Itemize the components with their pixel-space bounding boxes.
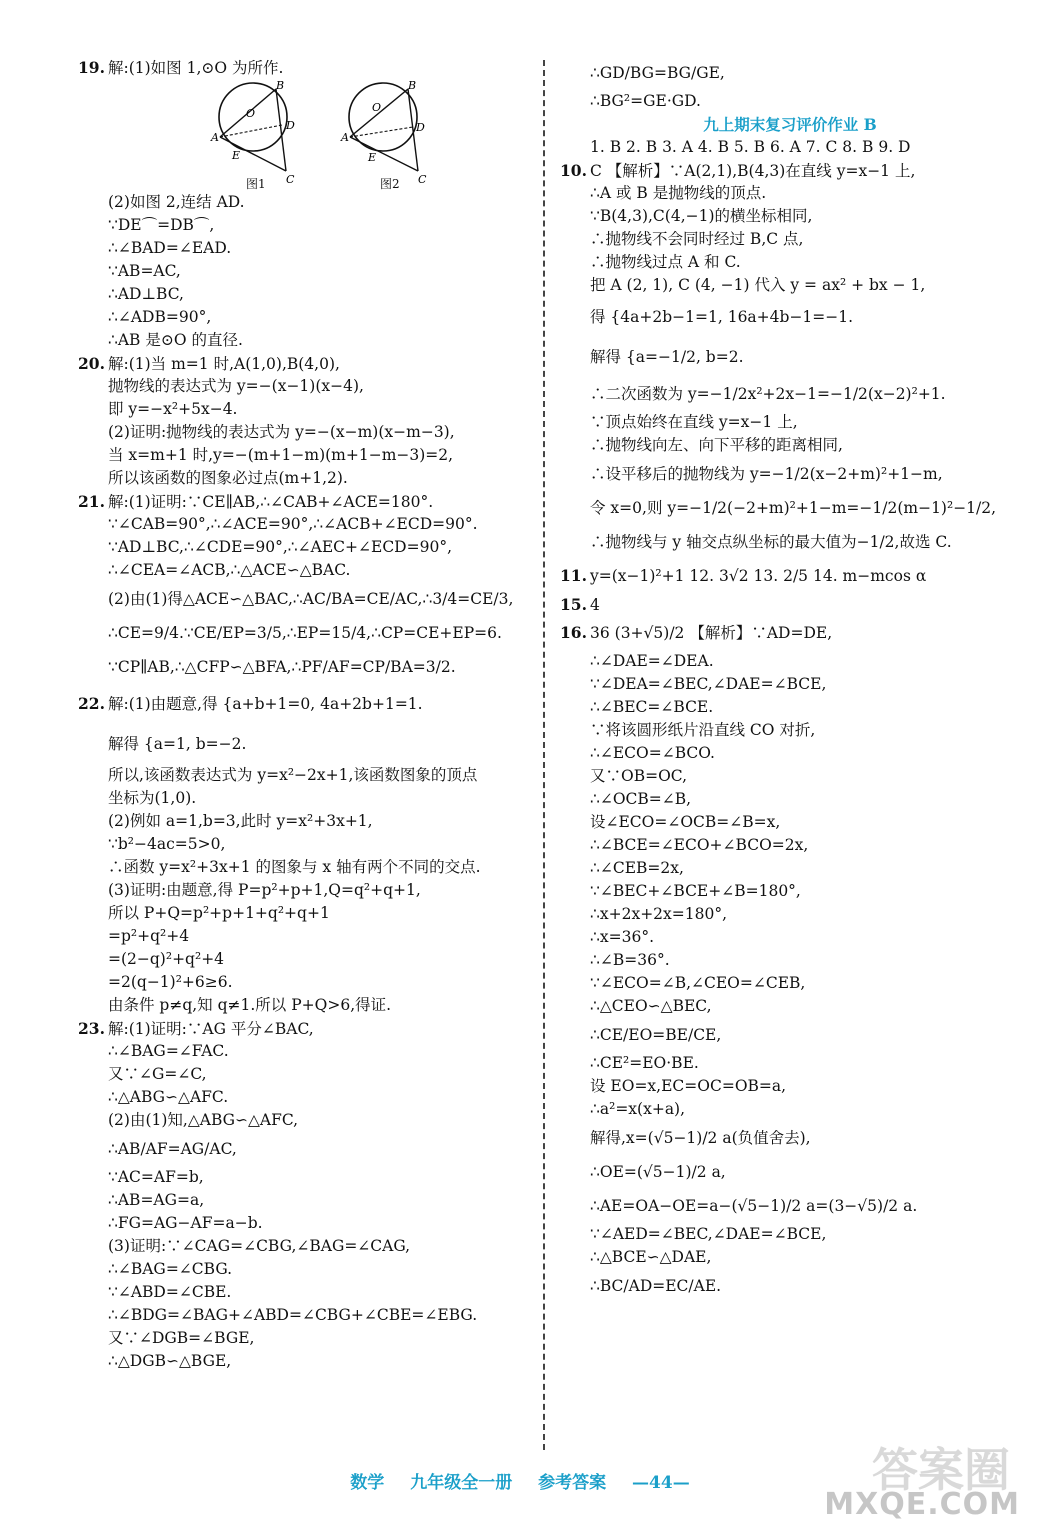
answer-line: ∴∠ADB=90°,: [108, 308, 212, 326]
answer-line: ∴AE=OA−OE=a−(√5−1)/2 a=(3−√5)/2 a.: [590, 1197, 918, 1215]
answer-line: ∴AD⊥BC,: [108, 285, 184, 303]
answer-line: ∴GD/BG=BG/GE,: [590, 64, 725, 82]
watermark-logo: [824, 1434, 1020, 1522]
answer-line: ∴抛物线不会同时经过 B,C 点,: [590, 230, 804, 248]
answer-line: ∴∠OCB=∠B,: [590, 790, 692, 808]
answer-line: =(2−q)²+q²+4: [108, 950, 225, 968]
answer-line: ∴∠CEB=2x,: [590, 859, 684, 877]
question-number: 11.: [560, 566, 587, 585]
answer-line: ∵b²−4ac=5>0,: [108, 835, 226, 853]
answer-line: ∵CP∥AB,∴△CFP∽△BFA,∴PF/AF=CP/BA=3/2.: [108, 658, 456, 676]
answer-line: 所以,该函数表达式为 y=x²−2x+1,该函数图象的顶点: [108, 766, 478, 784]
answer-line: ∵AD⊥BC,∴∠CDE=90°,∴∠AEC+∠ECD=90°,: [108, 538, 452, 556]
answer-line: ∴△BCE∽△DAE,: [590, 1248, 712, 1266]
answer-line: ∵将该圆形纸片沿直线 CO 对折,: [590, 721, 816, 739]
answer-line: ∵∠CAB=90°,∴∠ACE=90°,∴∠ACB+∠ECD=90°.: [108, 515, 478, 533]
svg-text:C: C: [418, 173, 427, 186]
answer-line: ∴a²=x(x+a),: [590, 1100, 686, 1118]
answer-line: ∴∠BAG=∠CBG.: [108, 1260, 233, 1278]
figure-1-drawing: [208, 79, 308, 189]
answer-text: y=(x−1)²+1 12. 3√2 13. 2/5 14. m−mcos α: [590, 567, 927, 585]
question-number: 16.: [560, 623, 587, 642]
question-number: 19.: [78, 58, 105, 77]
svg-text:B: B: [276, 79, 285, 92]
answer-line: 解得,x=(√5−1)/2 a(负值舍去),: [590, 1129, 811, 1147]
answer-line: ∴抛物线过点 A 和 C.: [590, 253, 741, 271]
answer-line: ∴A 或 B 是抛物线的顶点.: [590, 184, 767, 202]
answer-line: ∴AB=AG=a,: [108, 1191, 205, 1209]
figure-2-caption: 图2: [380, 177, 400, 191]
question-line: [560, 616, 1020, 650]
answer-line: 又∵∠G=∠C,: [108, 1065, 207, 1083]
footer-label: 参考答案: [538, 1473, 607, 1493]
answer-line: ∴CE/EO=BE/CE,: [590, 1026, 722, 1044]
answer-line: 设 EO=x,EC=OC=OB=a,: [590, 1077, 787, 1095]
answer-line: ∵∠DEA=∠BEC,∠DAE=∠BCE,: [590, 675, 827, 693]
answer-line: 令 x=0,则 y=−1/2(−2+m)²+1−m=−1/2(m−1)²−1/2,: [590, 499, 997, 517]
answer-text: 解:(1)证明:∵CE∥AB,∴∠CAB+∠ACE=180°.: [108, 493, 434, 511]
answer-line: ∴BG²=GE·GD.: [590, 92, 701, 110]
answer-text: 解:(1)证明:∵AG 平分∠BAC,: [108, 1020, 314, 1038]
answer-line: ∴∠BDG=∠BAG+∠ABD=∠CBG+∠CBE=∠EBG.: [108, 1306, 478, 1324]
watermark-url: MXQE.COM: [824, 1487, 1020, 1522]
svg-text:O: O: [372, 101, 382, 114]
answer-line: ∴二次函数为 y=−1/2x²+2x−1=−1/2(x−2)²+1.: [590, 385, 946, 403]
answer-line: ∵AB=AC,: [108, 262, 181, 280]
svg-text:A: A: [341, 131, 349, 144]
answer-line: ∵∠ECO=∠B,∠CEO=∠CEB,: [590, 974, 806, 992]
answer-line: (2)证明:抛物线的表达式为 y=−(x−m)(x−m−3),: [108, 423, 455, 441]
watermark-logo-text: 答案圈: [872, 1443, 1010, 1497]
answer-line: 所以该函数的图象必过点(m+1,2).: [108, 469, 348, 487]
answer-line: ∴∠DAE=∠DEA.: [590, 652, 714, 670]
answer-line: 解得 {a=1, b=−2.: [108, 735, 247, 753]
answer-line: ∴抛物线与 y 轴交点纵坐标的最大值为−1/2,故选 C.: [590, 533, 952, 551]
answer-text: 4: [590, 596, 600, 614]
answer-line: ∴OE=(√5−1)/2 a,: [590, 1163, 726, 1181]
svg-text:A: A: [211, 131, 219, 144]
svg-text:E: E: [232, 149, 241, 162]
answer-line: ∴x=36°.: [590, 928, 654, 946]
answer-line: ∴CE=9/4.∵CE/EP=3/5,∴EP=15/4,∴CP=CE+EP=6.: [108, 624, 502, 642]
svg-text:E: E: [368, 151, 377, 164]
answer-text: 36 (3+√5)/2 【解析】∵AD=DE,: [590, 624, 833, 642]
answer-line: 抛物线的表达式为 y=−(x−1)(x−4),: [108, 377, 364, 395]
answer-line: ∵顶点始终在直线 y=x−1 上,: [590, 413, 798, 431]
answer-line: ∴抛物线向左、向下平移的距离相同,: [590, 436, 843, 454]
answer-line: 即 y=−x²+5x−4.: [108, 400, 238, 418]
answer-text: 解:(1)当 m=1 时,A(1,0),B(4,0),: [108, 355, 340, 373]
section-title: 九上期末复习评价作业 B: [703, 115, 877, 134]
answer-line: ∴∠BCE=∠ECO+∠BCO=2x,: [590, 836, 809, 854]
answer-line: ∴AB/AF=AG/AC,: [108, 1140, 237, 1158]
svg-text:O: O: [246, 107, 256, 120]
svg-text:B: B: [408, 79, 417, 92]
answer-line: ∴CE²=EO·BE.: [590, 1054, 699, 1072]
svg-text:C: C: [286, 173, 295, 186]
answer-line: ∴△ABG∽△AFC.: [108, 1088, 229, 1106]
answer-line: 当 x=m+1 时,y=−(m+1−m)(m+1−m−3)=2,: [108, 446, 454, 464]
question-number: 10.: [560, 161, 587, 180]
answer-line: (2)例如 a=1,b=3,此时 y=x²+3x+1,: [108, 812, 373, 830]
geometry-figures: [198, 79, 528, 191]
answer-line: ∴AB 是⊙O 的直径.: [108, 331, 243, 349]
answer-line: (3)证明:∵∠CAG=∠CBG,∠BAG=∠CAG,: [108, 1237, 411, 1255]
question-number: 15.: [560, 595, 587, 614]
answer-line: ∴∠BAG=∠FAC.: [108, 1042, 229, 1060]
answer-text: 解:(1)由题意,得 {a+b+1=0, 4a+2b+1=1.: [108, 695, 423, 713]
question-line: [78, 490, 528, 513]
answer-line: ∴△DGB∽△BGE,: [108, 1352, 232, 1370]
answer-line: ∴∠B=36°.: [590, 951, 670, 969]
answer-line: ∵∠ABD=∠CBE.: [108, 1283, 232, 1301]
question-line: [560, 159, 1020, 182]
answer-line: 由条件 p≠q,知 q≠1.所以 P+Q>6,得证.: [108, 996, 392, 1014]
question-number: 23.: [78, 1019, 105, 1038]
footer-page-number: —44—: [632, 1473, 690, 1493]
answer-line: 得 {4a+2b−1=1, 16a+4b−1=−1.: [590, 308, 854, 326]
column-divider: [543, 60, 545, 1450]
answer-line: =p²+q²+4: [108, 927, 190, 945]
answer-text: C 【解析】∵A(2,1),B(4,3)在直线 y=x−1 上,: [590, 162, 916, 180]
answer-line: ∵∠AED=∠BEC,∠DAE=∠BCE,: [590, 1225, 827, 1243]
figure-1-caption: 图1: [246, 177, 266, 191]
svg-text:D: D: [416, 121, 425, 134]
answer-line: (2)由(1)得△ACE∽△BAC,∴AC/BA=CE/AC,∴3/4=CE/3,: [108, 590, 514, 608]
question-number: 20.: [78, 354, 105, 373]
question-line: [560, 559, 1020, 593]
answer-line: (2)由(1)知,△ABG∽△AFC,: [108, 1111, 299, 1129]
answer-line: ∴FG=AG−AF=a−b.: [108, 1214, 263, 1232]
svg-text:D: D: [286, 119, 295, 132]
question-line: [78, 684, 528, 724]
question-line: [78, 1017, 528, 1040]
answer-line: ∵∠BEC+∠BCE+∠B=180°,: [590, 882, 801, 900]
answer-line: ∴BC/AD=EC/AE.: [590, 1277, 722, 1295]
answer-text: 解:(1)如图 1,⊙O 为所作.: [108, 59, 284, 77]
answer-line: 所以 P+Q=p²+p+1+q²+q+1: [108, 904, 330, 922]
figure-2-drawing: [338, 79, 438, 189]
answer-line: 又∵∠DGB=∠BGE,: [108, 1329, 255, 1347]
answer-line: 把 A (2, 1), C (4, −1) 代入 y = ax² + bx − 1,: [590, 276, 926, 294]
answer-line: 设∠ECO=∠OCB=∠B=x,: [590, 813, 781, 831]
answer-line: 又∵OB=OC,: [590, 767, 688, 785]
answer-line: ∴△CEO∽△BEC,: [590, 997, 712, 1015]
answer-line: ∴x+2x+2x=180°,: [590, 905, 728, 923]
answer-line: ∴∠BAD=∠EAD.: [108, 239, 232, 257]
answer-line: (2)如图 2,连结 AD.: [108, 193, 245, 211]
question-line: [78, 56, 528, 79]
question-line: [78, 352, 528, 375]
answer-line: =2(q−1)²+6≥6.: [108, 973, 233, 991]
question-number: 21.: [78, 492, 105, 511]
footer-grade: 九年级全一册: [410, 1473, 513, 1493]
footer-subject: 数学: [350, 1473, 385, 1493]
answer-line: ∴设平移后的抛物线为 y=−1/2(x−2+m)²+1−m,: [590, 465, 943, 483]
right-column: [560, 56, 1020, 1303]
answer-line: ∴函数 y=x²+3x+1 的图象与 x 轴有两个不同的交点.: [108, 858, 481, 876]
answer-line: 解得 {a=−1/2, b=2.: [590, 348, 744, 366]
answer-line: ∴∠BEC=∠BCE.: [590, 698, 714, 716]
answer-line: ∵DE⌒=DB⌒,: [108, 216, 215, 234]
answer-text: 1. B 2. B 3. A 4. B 5. B 6. A 7. C 8. B 9. D: [590, 138, 911, 156]
answer-line: [560, 136, 1020, 159]
answer-line: ∵B(4,3),C(4,−1)的横坐标相同,: [590, 207, 813, 225]
left-column: [78, 56, 528, 1373]
question-line: [560, 593, 1020, 616]
answer-line: ∴∠CEA=∠ACB,∴△ACE∽△BAC.: [108, 561, 351, 579]
answer-line: 坐标为(1,0).: [108, 789, 197, 807]
question-number: 22.: [78, 694, 105, 713]
answer-line: (3)证明:由题意,得 P=p²+p+1,Q=q²+q+1,: [108, 881, 421, 899]
answer-line: ∴∠ECO=∠BCO.: [590, 744, 715, 762]
answer-line: ∵AC=AF=b,: [108, 1168, 204, 1186]
